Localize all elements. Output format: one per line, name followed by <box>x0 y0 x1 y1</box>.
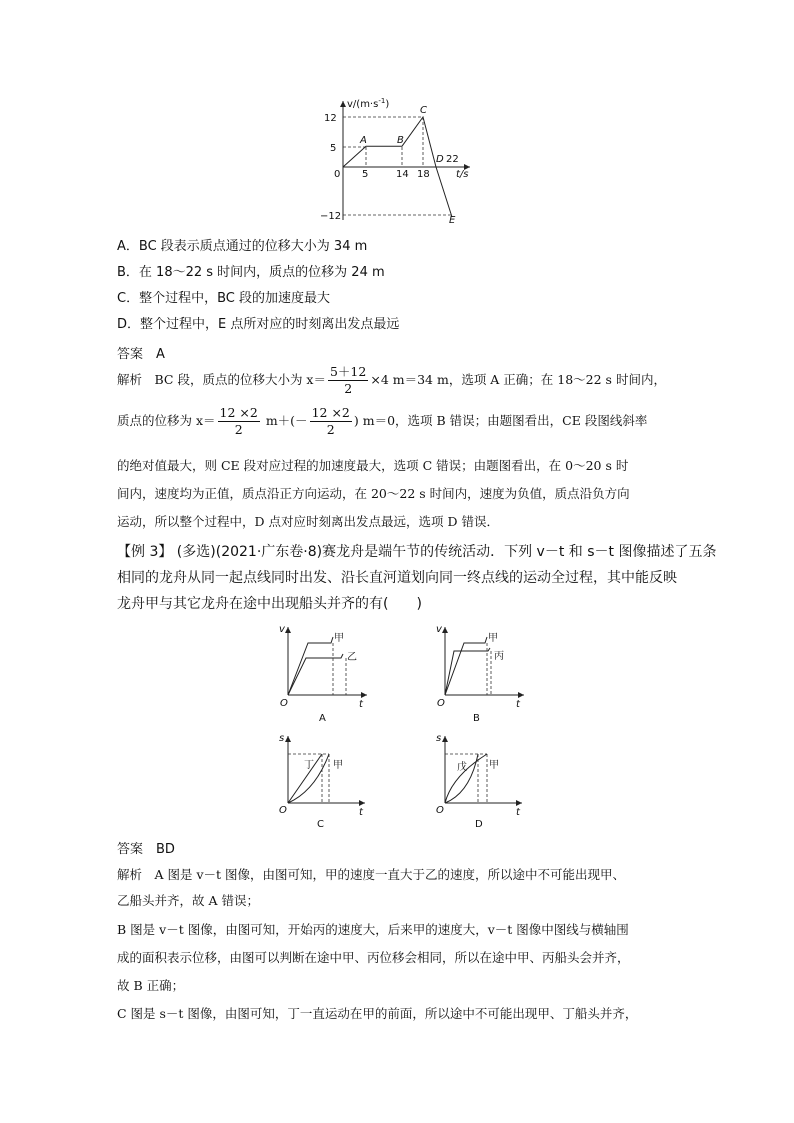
graph-C <box>275 731 375 831</box>
y-tick-neg12: −12 <box>320 211 342 222</box>
y-tick-5: 5 <box>330 143 337 154</box>
x-label: t <box>516 699 520 710</box>
curve-bing <box>445 648 490 695</box>
point-D: D <box>436 154 444 165</box>
x-tick-18: 18 <box>417 169 430 180</box>
y-label: s <box>436 733 442 744</box>
option-d: D．整个过程中，E 点所对应的时刻离出发点最远 <box>117 317 400 332</box>
example3-line1: 【例 3】 (多选)(2021·广东卷·8)赛龙舟是端午节的传统活动．下列 v－t 和 s－t 图像描述了五条 <box>117 544 717 560</box>
label-jia: 甲 <box>334 633 344 644</box>
y-label: s <box>279 733 285 744</box>
analysis1-l2-post: ) m＝0，选项 B 错误；由题图看出，CE 段图线斜率 <box>353 413 648 428</box>
y-axis-arrow-icon <box>340 101 346 107</box>
analysis1-l1-pre: 解析 BC 段，质点的位移大小为 x＝ <box>117 372 326 387</box>
option-a: A．BC 段表示质点通过的位移大小为 34 m <box>117 239 368 254</box>
graph-B <box>432 622 532 725</box>
origin: O <box>279 805 287 816</box>
label-jia: 甲 <box>333 760 343 771</box>
x-label: t <box>359 699 363 710</box>
y-axis-exponent: -1 <box>378 97 386 105</box>
analysis2-line2: 乙船头并齐，故 A 错误； <box>117 893 259 908</box>
graph-D <box>432 731 532 831</box>
vt-graph <box>310 95 500 225</box>
origin: O <box>280 698 288 709</box>
option-c: C．整个过程中，BC 段的加速度最大 <box>117 291 330 306</box>
analysis2-line4: 成的面积表示位移，由图可以判断在途中甲、丙位移会相同，所以在途中甲、丙船头会并齐， <box>117 950 630 965</box>
analysis1-line4: 间内，速度均为正值，质点沿正方向运动，在 20～22 s 时间内，速度为负值，质点沿负方向 <box>117 486 630 501</box>
caption-D: D <box>475 819 483 830</box>
x-tick-14: 14 <box>396 169 409 180</box>
label-yi: 乙 <box>347 652 357 663</box>
svg-text:v/(m·s-1) <box>347 97 389 110</box>
label-bing: 丙 <box>494 651 504 662</box>
frac-num: 12 ×2 <box>219 405 258 420</box>
analysis2-line3: B 图是 v－t 图像，由图可知，开始丙的速度大，后来甲的速度大，v－t 图像中图线与横轴围 <box>117 922 629 937</box>
label-jia: 甲 <box>489 760 499 771</box>
analysis1-line5: 运动，所以整个过程中，D 点对应时刻离出发点最远，选项 D 错误． <box>117 514 499 529</box>
y-axis-label: v/(m·s <box>347 99 379 110</box>
example3-line3: 龙舟甲与其它龙舟在途中出现船头并齐的有( ) <box>117 596 422 612</box>
x-axis-label: t/s <box>456 169 469 180</box>
frac-num: 5＋12 <box>329 364 367 379</box>
label-ding: 丁 <box>304 760 314 771</box>
caption-A: A <box>319 713 326 724</box>
analysis2-line1: 解析 A 图是 v－t 图像，由图可知，甲的速度一直大于乙的速度，所以途中不可能出现甲、 <box>117 867 626 882</box>
caption-C: C <box>317 819 324 830</box>
point-E: E <box>449 215 456 225</box>
analysis1-line2 <box>117 405 647 438</box>
origin: O <box>437 698 445 709</box>
answer-2: 答案 BD <box>117 842 175 857</box>
analysis1-line1 <box>117 364 666 397</box>
point-B: B <box>397 135 404 146</box>
label-wu: 戊 <box>457 762 467 773</box>
option-b: B．在 18～22 s 时间内，质点的位移为 24 m <box>117 265 385 280</box>
caption-B: B <box>473 713 480 724</box>
analysis2-line6: C 图是 s－t 图像，由图可知，丁一直运动在甲的前面，所以途中不可能出现甲、丁船头并齐， <box>117 1006 638 1021</box>
x-label: t <box>516 807 520 818</box>
analysis1-line3: 的绝对值最大，则 CE 段对应过程的加速度最大，选项 C 错误；由题图看出，在 0～20 s 时 <box>117 458 629 473</box>
label-jia: 甲 <box>488 633 498 644</box>
x-label: t <box>359 807 363 818</box>
origin: O <box>436 805 444 816</box>
graph-A <box>275 622 375 725</box>
analysis2-line5: 故 B 正确； <box>117 978 185 993</box>
y-tick-0: 0 <box>334 169 341 180</box>
example3-line2: 相同的龙舟从同一起点线同时出发、沿长直河道划向同一终点线的运动全过程，其中能反映 <box>117 570 677 586</box>
frac-num: 12 ×2 <box>311 405 350 420</box>
frac-den: 2 <box>344 381 353 396</box>
curve-jia <box>288 637 333 695</box>
frac-den: 2 <box>326 422 335 437</box>
y-label: v <box>436 624 442 635</box>
analysis1-l2-pre: 质点的位移为 x＝ <box>117 413 216 428</box>
point-A: A <box>360 135 367 146</box>
y-label: v <box>279 624 285 635</box>
y-tick-12: 12 <box>324 113 337 124</box>
point-C: C <box>420 105 427 116</box>
y-axis-close: ) <box>385 99 390 110</box>
x-tick-5: 5 <box>362 169 369 180</box>
frac-den: 2 <box>234 422 243 437</box>
x-tick-22: 22 <box>446 154 459 165</box>
analysis1-l2-mid: m＋(－ <box>261 413 308 428</box>
answer-1: 答案 A <box>117 347 165 362</box>
analysis1-l1-post: ×4 m＝34 m，选项 A 正确；在 18～22 s 时间内， <box>370 372 666 387</box>
